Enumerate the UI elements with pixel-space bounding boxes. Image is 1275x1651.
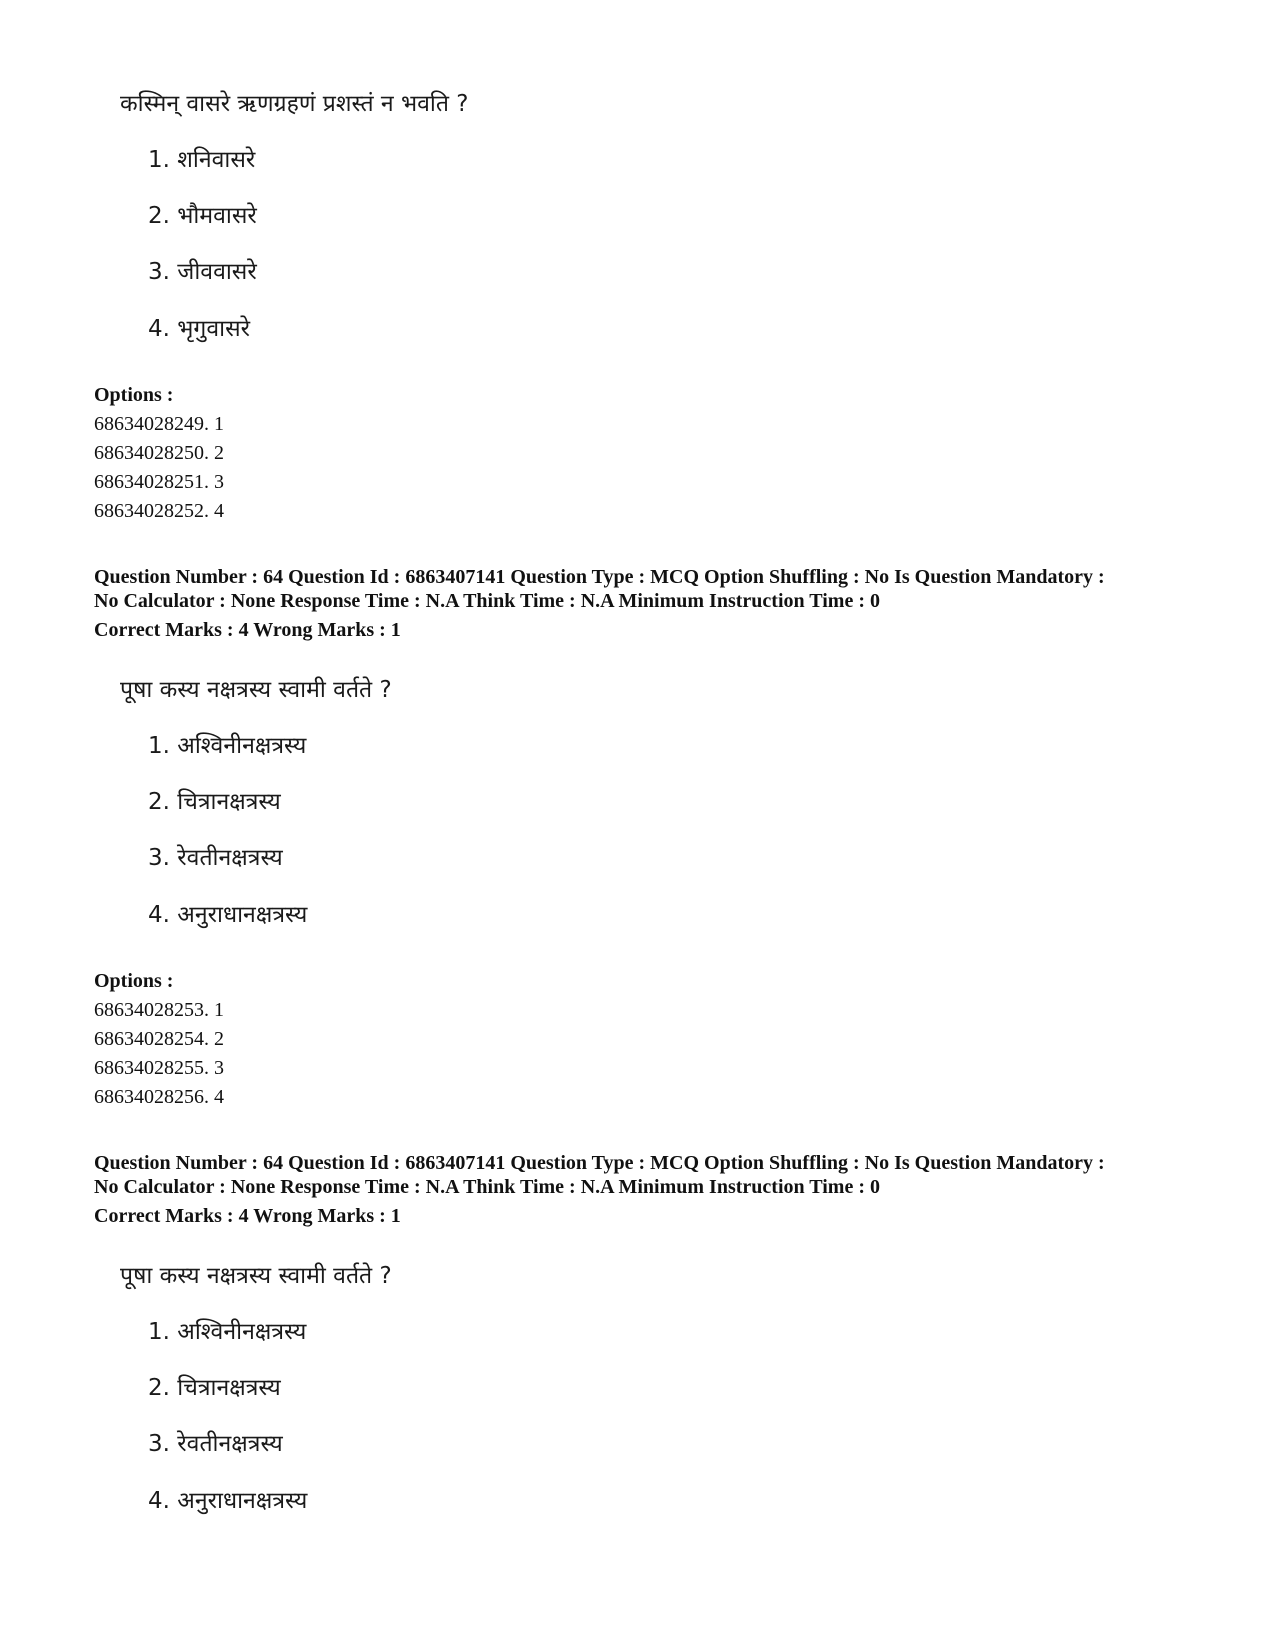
question-meta-line: Question Number : 64 Question Id : 6863407141 Question Type : MCQ Option Shuffling : No Is Question Mandatory : [94,566,1105,588]
question-text: कस्मिन् वासरे ऋणग्रहणं प्रशस्तं न भवति ? [120,91,469,117]
options-heading: Options : [94,384,174,406]
question-meta-line: No Calculator : None Response Time : N.A Think Time : N.A Minimum Instruction Time : 0 [94,1176,880,1198]
question-meta-line: No Calculator : None Response Time : N.A Think Time : N.A Minimum Instruction Time : 0 [94,590,880,612]
question-image-3 [0,1252,1275,1532]
marks-line: Correct Marks : 4 Wrong Marks : 1 [94,1205,401,1227]
choice-2: 2. चित्रानक्षत्रस्य [148,789,281,815]
option-id-line: 68634028254. 2 [94,1028,224,1050]
question-text: पूषा कस्य नक्षत्रस्य स्वामी वर्तते ? [120,1263,392,1289]
option-id-line: 68634028256. 4 [94,1086,224,1108]
choice-1: 1. अश्विनीनक्षत्रस्य [148,1319,307,1345]
choice-1: 1. अश्विनीनक्षत्रस्य [148,733,307,759]
option-id-line: 68634028253. 1 [94,999,224,1021]
choice-4: 4. भृगुवासरे [148,316,251,342]
choice-4: 4. अनुराधानक्षत्रस्य [148,902,308,928]
choice-4: 4. अनुराधानक्षत्रस्य [148,1488,308,1514]
choice-1: 1. शनिवासरे [148,147,256,173]
question-image-1 [0,80,1275,360]
options-heading: Options : [94,970,174,992]
choice-3: 3. जीववासरे [148,259,257,285]
marks-line: Correct Marks : 4 Wrong Marks : 1 [94,619,401,641]
question-meta-line: Question Number : 64 Question Id : 6863407141 Question Type : MCQ Option Shuffling : No Is Question Mandatory : [94,1152,1105,1174]
option-id-line: 68634028255. 3 [94,1057,224,1079]
question-image-2 [0,666,1275,946]
option-id-line: 68634028250. 2 [94,442,224,464]
question-text: पूषा कस्य नक्षत्रस्य स्वामी वर्तते ? [120,677,392,703]
choice-2: 2. भौमवासरे [148,203,257,229]
option-id-line: 68634028251. 3 [94,471,224,493]
choice-3: 3. रेवतीनक्षत्रस्य [148,845,283,871]
choice-3: 3. रेवतीनक्षत्रस्य [148,1431,283,1457]
choice-2: 2. चित्रानक्षत्रस्य [148,1375,281,1401]
option-id-line: 68634028252. 4 [94,500,224,522]
option-id-line: 68634028249. 1 [94,413,224,435]
